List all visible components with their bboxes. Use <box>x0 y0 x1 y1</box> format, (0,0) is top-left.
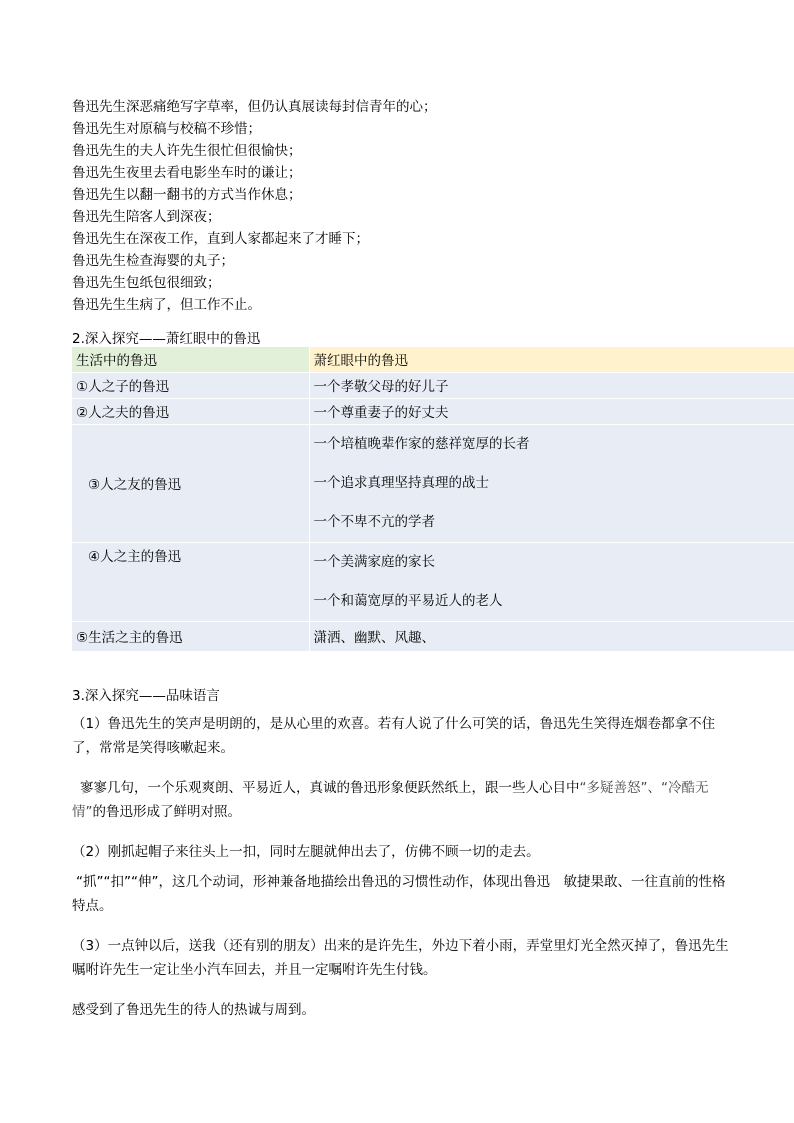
comment-paragraph-1 <box>72 776 732 824</box>
table-row <box>72 542 794 621</box>
cell-line: 一个美满家庭的家长 <box>313 553 435 570</box>
table-header-row <box>72 347 794 372</box>
comment-paragraph-2: “抓”“扣”“伸”，这几个动词，形神兼备地描绘出鲁迅的习惯性动作，体现出鲁迅 敏捷果敢、一往直前的性格特点。 <box>72 874 726 914</box>
cell-line: 一个和蔼宽厚的平易近人的老人 <box>313 592 503 609</box>
table-row <box>72 621 794 651</box>
table-cell-right: 一个孝敬父母的好儿子 <box>309 372 794 398</box>
table-cell-left: ③人之友的鲁迅 <box>72 424 309 542</box>
table-cell-right <box>309 542 794 621</box>
list-item: 鲁迅先生以翻一翻书的方式当作休息； <box>72 187 302 203</box>
cell-line: 一个培植晚辈作家的慈祥宽厚的长者 <box>313 435 530 452</box>
quote-paragraph-1: （1）鲁迅先生的笑声是明朗的，是从心里的欢喜。若有人说了什么可笑的话，鲁迅先生笑得连烟卷都拿不住了，常常是笑得咳嗽起来。 <box>72 716 716 756</box>
table-cell-right: 潇洒、幽默、风趣、 <box>309 621 794 651</box>
list-item: 鲁迅先生生病了，但工作不止。 <box>72 297 261 313</box>
list-item: 鲁迅先生在深夜工作，直到人家都起来了才睡下； <box>72 231 369 247</box>
list-item: 鲁迅先生夜里去看电影坐车时的谦让； <box>72 165 302 181</box>
table-cell-left: ⑤生活之主的鲁迅 <box>72 621 309 651</box>
list-item: 鲁迅先生对原稿与校稿不珍惜； <box>72 121 261 137</box>
comparison-table <box>72 347 794 652</box>
table-header-cell: 生活中的鲁迅 <box>72 347 309 372</box>
cell-line: 一个不卑不亢的学者 <box>313 513 435 530</box>
comment-text: 的鲁迅形成了鲜明对照。 <box>92 804 241 820</box>
section-2-title: 2.深入探究——萧红眼中的鲁迅 <box>72 331 261 347</box>
intro-list <box>72 96 437 316</box>
table-cell-left: ④人之主的鲁迅 <box>72 542 309 621</box>
quote-paragraph-2: （2）刚抓起帽子来往头上一扣，同时左腿就伸出去了，仿佛不顾一切的走去。 <box>72 844 540 860</box>
table-cell-right <box>309 424 794 542</box>
section-3-title: 3.深入探究——品味语言 <box>72 688 220 704</box>
comment-text: 寥寥几句，一个乐观爽朗、平易近人，真诚的鲁迅形象便跃然纸上，跟一些人心目中 <box>80 780 580 796</box>
cell-line: 一个追求真理坚持真理的战士 <box>313 474 489 491</box>
comment-paragraph-3: 感受到了鲁迅先生的待人的热诚与周到。 <box>72 1002 315 1018</box>
table-row <box>72 398 794 424</box>
list-item: 鲁迅先生包纸包很细致； <box>72 275 221 291</box>
table-row <box>72 424 794 542</box>
quoted-phrase: “多疑善怒”、“冷酷无情” <box>72 780 709 820</box>
table-cell-right: 一个尊重妻子的好丈夫 <box>309 398 794 424</box>
table-cell-left: ①人之子的鲁迅 <box>72 372 309 398</box>
list-item: 鲁迅先生陪客人到深夜； <box>72 209 221 225</box>
table-row <box>72 372 794 398</box>
list-item: 鲁迅先生深恶痛绝写字草率，但仍认真展读每封信青年的心； <box>72 99 437 115</box>
list-item: 鲁迅先生的夫人许先生很忙但很愉快； <box>72 143 302 159</box>
table-cell-left: ②人之夫的鲁迅 <box>72 398 309 424</box>
quote-paragraph-3: （3）一点钟以后，送我（还有别的朋友）出来的是许先生，外边下着小雨，弄堂里灯光全然灭掉了，鲁迅先生嘱咐许先生一定让坐小汽车回去，并且一定嘱咐许先生付钱。 <box>72 938 729 978</box>
list-item: 鲁迅先生检查海婴的丸子； <box>72 253 234 269</box>
table-header-cell: 萧红眼中的鲁迅 <box>309 347 794 372</box>
